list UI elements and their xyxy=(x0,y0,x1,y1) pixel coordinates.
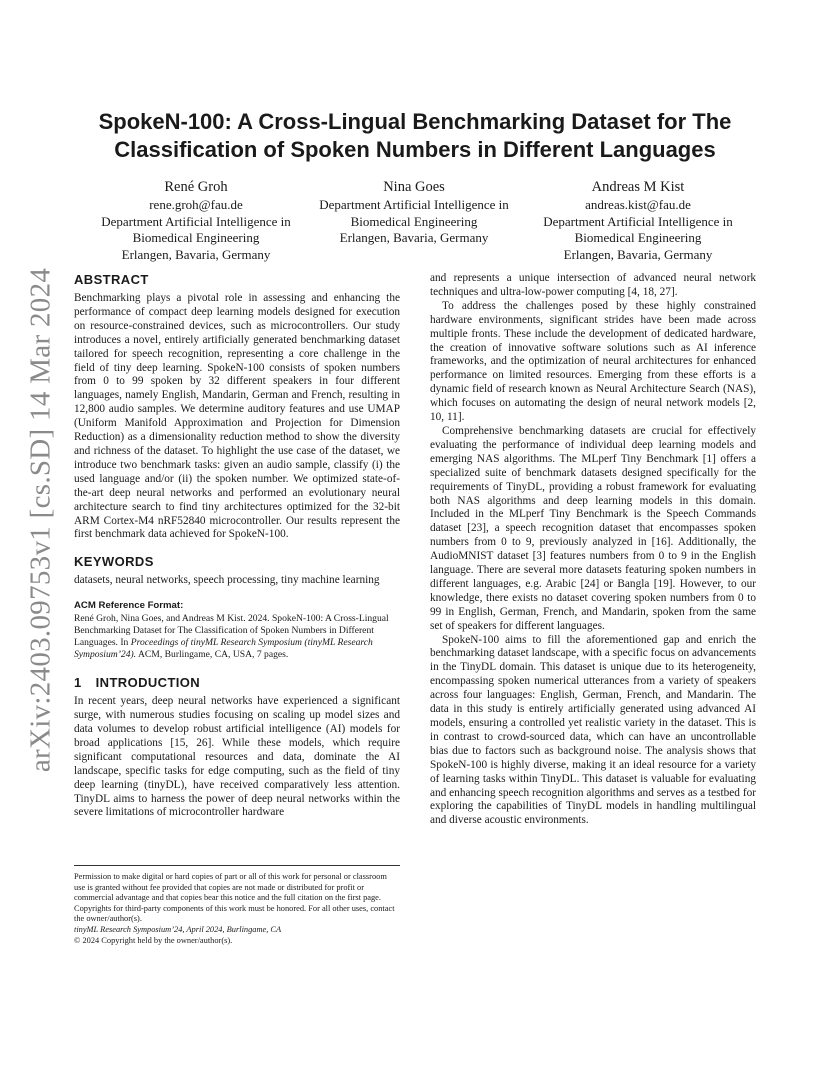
author-block-3 xyxy=(528,178,748,263)
author-dept: Department Artificial Intelligence in xyxy=(543,213,733,229)
author-block-1 xyxy=(86,178,306,263)
author-email: rene.groh@fau.de xyxy=(149,197,243,212)
author-email: andreas.kist@fau.de xyxy=(585,197,691,212)
author-dept: Biomedical Engineering xyxy=(132,230,260,246)
introduction-paragraph: In recent years, deep neural networks have experienced a significant surge, with numerous studies focusing on scaling up model sizes and data volumes to develop robust artificial intelligence (AI) models for broad applications [15, 26]. While these models, which require significant computational resources and data, dominate the AI landscape, specific tasks for edge computing, such as the field of tiny deep learning (tinyDL), have received comparatively less attention. TinyDL aims to harness the power of deep neural networks within the severe limitations of microcontroller hardware xyxy=(74,695,400,819)
acm-reference-text-part: René Groh, Nina Goes, and Andreas M Kist. 2024. SpokeN-100: A Cross-Lingual Benchmarking Dataset for The Classification of Spoken Numbers in Different Languages. In xyxy=(74,613,389,649)
author-location: Erlangen, Bavaria, Germany xyxy=(563,246,713,262)
acm-reference-text xyxy=(74,613,400,661)
section-title: INTRODUCTION xyxy=(95,675,201,691)
venue-line: tinyML Research Symposium’24, April 2024, Burlingame, CA xyxy=(74,924,282,934)
paper-title: SpokeN-100: A Cross-Lingual Benchmarking Dataset for The Classification of Spoken Numbers in Different Languages xyxy=(98,109,732,162)
author-dept: Biomedical Engineering xyxy=(574,230,702,246)
body-paragraph: SpokeN-100 aims to fill the aforementioned gap and enrich the benchmarking dataset landscape, with a specific focus on advancements in the TinyDL domain. This dataset is unique due to its heterogeneity, encompassing spoken numerical utterances from a variety of speakers across four languages: English, German, French, and Mandarin. The data in this study is entirely artificially generated using advanced AI models, ensuring a controlled yet realistic variety in the dataset. This is in contrast to crowd-sourced data, which can have an uncontrollable bias due to factors such as background noise. The analysis shows that SpokeN-100 is highly diverse, making it an ideal resource for a variety of learning tasks within TinyDL. This dataset is valuable for evaluating and enhancing speech recognition algorithms and serves as a testbed for exploring the capabilities of TinyDL models in handling multilingual and diverse acoustic environments. xyxy=(430,633,756,827)
author-name: René Groh xyxy=(164,179,228,195)
body-paragraph: and represents a unique intersection of advanced neural network techniques and ultra-low-power computing [4, 18, 27]. xyxy=(430,272,756,298)
body-paragraph: To address the challenges posed by these highly constrained hardware environments, significant strides have been made across multiple fronts. These include the development of dedicated hardware, the creation of innovative software solutions such as AI inference frameworks, and the optimization of neural architectures for enhanced performance on limited resources. Emerging from these efforts is a dynamic field of research known as Neural Architecture Search (NAS), which focuses on automating the design of neural network models [2, 10, 11]. xyxy=(430,299,756,424)
acm-reference-venue: Proceedings of tinyML Research Symposium (tinyML Research Symposium’24). xyxy=(74,637,373,661)
left-column xyxy=(74,272,400,820)
acm-reference-heading: ACM Reference Format: xyxy=(74,600,184,612)
acm-reference-text-part: ACM, Burlingame, CA, USA, 7 pages. xyxy=(136,649,289,661)
permission-notice: Permission to make digital or hard copies of part or all of this work for personal or classroom use is granted without fee provided that copies are not made or distributed for profit or commercial advantage and that copies bear this notice and the full citation on the first page. Copyrights for third-party components of this work must be honored. For all other uses, contact the owner/author(s). xyxy=(74,872,395,924)
introduction-section xyxy=(74,675,400,820)
copyright-footnote xyxy=(74,865,400,946)
arxiv-sidebar xyxy=(16,250,66,790)
author-dept: Biomedical Engineering xyxy=(350,213,478,229)
keywords-heading: KEYWORDS xyxy=(74,554,154,570)
abstract-text: Benchmarking plays a pivotal role in assessing and enhancing the performance of compact deep learning models designed for execution on resource-constrained devices, such as microcontrollers. Our study introduces a novel, entirely artificially generated benchmarking dataset tailored for speech recognition, representing a core challenge in the field of tiny deep learning. SpokeN-100 consists of spoken numbers from 0 to 99 spoken by 32 different speakers in four different languages, namely English, Mandarin, German and French, resulting in 12,800 audio samples. We determine auditory features and use UMAP (Uniform Manifold Approximation and Projection for Dimension Reduction) as a dimensionality reduction method to show the diversity and richness of the dataset. To highlight the use case of the dataset, we introduce two benchmark tasks: given an audio sample, classify (i) the used language and/or (ii) the spoken number. We optimized state-of-the-art deep neural networks and performed an evolutionary neural architecture search to find tiny architectures optimized for the 32-bit ARM Cortex-M4 nRF52840 microcontroller. Our results represent the first benchmark data achieved for SpokeN-100. xyxy=(74,292,400,541)
acm-reference xyxy=(74,600,400,661)
author-name: Andreas M Kist xyxy=(591,179,685,195)
section-number: 1 xyxy=(74,675,82,691)
author-location: Erlangen, Bavaria, Germany xyxy=(339,230,489,246)
body-paragraph: Comprehensive benchmarking datasets are crucial for effectively evaluating the performance of individual deep learning models and emerging NAS algorithms. The MLperf Tiny Benchmark [1] offers a specialized suite of benchmark datasets designed specifically for the requirements of TinyDL, providing a robust framework for evaluating both NAS algorithms and deep learning models in this domain. Included in the MLperf Tiny Benchmark is the Speech Commands dataset [23], a speech recognition dataset that encompasses spoken numbers from 0 to 9, previously analyzed in [16]. Additionally, the AudioMNIST dataset [3] features numbers from 0 to 9 in the English language. There are several more datasets featuring spoken numbers in different languages, e.g. Arabic [24] or Bangla [19]. However, to our knowledge, there exists no dataset covering spoken numbers from 0 to 99 in English, German, French, and Mandarin, spoken from the same set of speakers for different languages. xyxy=(430,424,756,632)
introduction-heading xyxy=(74,675,400,691)
author-location: Erlangen, Bavaria, Germany xyxy=(121,246,271,262)
author-dept: Department Artificial Intelligence in xyxy=(101,213,291,229)
right-column xyxy=(430,272,756,828)
author-dept: Department Artificial Intelligence in xyxy=(319,197,509,212)
author-name: Nina Goes xyxy=(383,179,445,195)
keywords-text: datasets, neural networks, speech processing, tiny machine learning xyxy=(74,574,380,587)
abstract-heading: ABSTRACT xyxy=(74,272,149,287)
arxiv-identifier: arXiv:2403.09753v1 [cs.SD] 14 Mar 2024 xyxy=(24,267,57,773)
author-block-2 xyxy=(304,178,524,247)
copyright-line: © 2024 Copyright held by the owner/author(s). xyxy=(74,935,233,945)
keywords-section xyxy=(74,554,400,588)
